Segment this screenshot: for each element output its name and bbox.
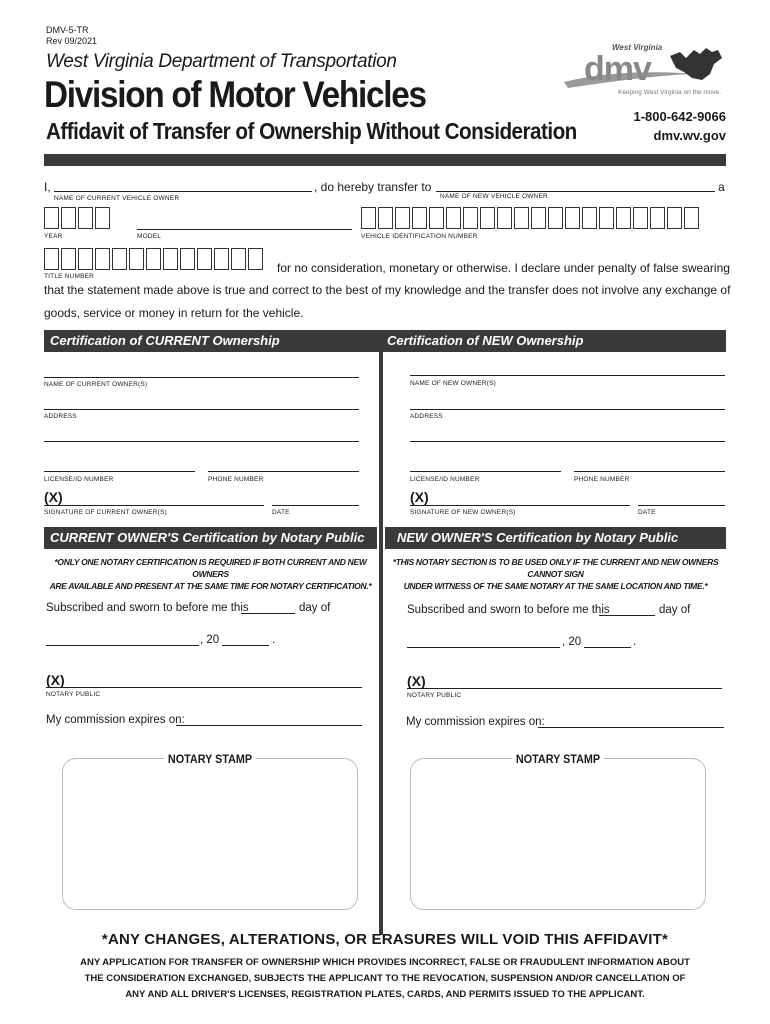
title-char-box[interactable] [180,248,195,270]
vin-char-box[interactable] [548,207,563,229]
new-subscribed-text: Subscribed and sworn to before me this [407,604,610,616]
current-notary-bar [44,527,377,549]
year-digit-box[interactable] [44,207,59,229]
fraud-warning-line-3: ANY AND ALL DRIVER'S LICENSES, REGISTRATION PLATES, CARDS, AND PERMITS ISSUED TO THE APPLICANT. [125,989,645,1000]
current-x-mark: (X) [44,489,63,505]
new-notary-bar [385,527,726,549]
new-date-line[interactable] [638,505,725,506]
year-field[interactable] [44,207,110,229]
new-phone-line[interactable] [574,471,725,472]
current-notary-label: NOTARY PUBLIC [46,691,101,698]
vin-label: VEHICLE IDENTIFICATION NUMBER [361,233,478,240]
current-owner-name-line[interactable] [44,377,359,378]
new-date-label: DATE [638,509,656,516]
consideration-text: for no consideration, monetary or otherwise. I declare under penalty of false swearing [277,261,730,275]
logo-tagline: Keeping West Virginia on the move. [618,89,722,96]
current-owner-label: NAME OF CURRENT VEHICLE OWNER [54,195,180,202]
void-notice: *ANY CHANGES, ALTERATIONS, OR ERASURES WILL VOID THIS AFFIDAVIT* [101,931,669,948]
vin-field[interactable] [361,207,699,229]
current-commission-text: My commission expires on: [46,714,185,726]
new-signature-label: SIGNATURE OF NEW OWNER(S) [410,509,516,516]
vin-char-box[interactable] [582,207,597,229]
fraud-warning-line-2: THE CONSIDERATION EXCHANGED, SUBJECTS THE APPLICANT TO THE REVOCATION, SUSPENSION AND/OR CANCELLATION OF [84,973,686,984]
form-number: DMV-5-TR [46,25,89,35]
new-notary-stamp-label [425,752,691,766]
title-char-box[interactable] [214,248,229,270]
certification-bar [44,330,726,352]
current-cert-title: Certification of CURRENT Ownership [50,333,280,348]
current-commission-field[interactable] [176,725,362,726]
current-notary-stamp-area[interactable] [62,758,358,910]
new-notary-note [385,556,726,592]
new-commission-text: My commission expires on: [406,716,545,728]
year-digit-box[interactable] [95,207,110,229]
fraud-warning [40,955,730,1003]
new-notary-note-line-2: UNDER WITNESS OF THE SAME NOTARY AT THE SAME LOCATION AND TIME.* [403,581,708,591]
i-label: I, [44,180,51,194]
header-bar [44,154,726,166]
current-year-prefix: , 20 [200,634,220,646]
new-notary-stamp-area[interactable] [410,758,706,910]
current-day-field[interactable] [241,613,295,614]
statement-line-3: goods, service or money in return for the vehicle. [44,306,304,320]
title-char-box[interactable] [129,248,144,270]
current-date-label: DATE [272,509,290,516]
current-month-field[interactable] [46,645,199,646]
transfer-text: , do hereby transfer to [314,180,432,194]
new-notary-x: (X) [407,673,426,689]
title-char-box[interactable] [248,248,263,270]
department-name: West Virginia Department of Transportation [46,51,397,72]
title-char-box[interactable] [112,248,127,270]
vin-char-box[interactable] [497,207,512,229]
vin-char-box[interactable] [412,207,427,229]
logo-dmv: dmv [584,50,651,88]
vin-char-box[interactable] [463,207,478,229]
current-phone-line[interactable] [208,471,359,472]
statement-line-2: that the statement made above is true and correct to the best of my knowledge and the transfer does not involve any exchange of [44,283,731,297]
current-address-line-2[interactable] [44,441,359,442]
vin-char-box[interactable] [650,207,665,229]
current-owner-name-field[interactable] [54,191,312,192]
current-period: . [272,634,276,646]
form-revision: Rev 09/2021 [46,36,98,46]
current-address-line-1[interactable] [44,409,359,410]
new-notary-title-emph: NEW OWNER'S [397,530,493,545]
current-stamp-text: NOTARY STAMP [164,752,255,766]
new-month-field[interactable] [407,647,560,648]
new-notary-label: NOTARY PUBLIC [407,692,462,699]
title-char-box[interactable] [197,248,212,270]
new-year-prefix: , 20 [562,636,582,648]
current-date-line[interactable] [272,505,359,506]
a-label: a [718,180,725,194]
new-address-line-1[interactable] [410,409,725,410]
current-day-of: day of [299,602,331,614]
vin-char-box[interactable] [480,207,495,229]
current-notary-x: (X) [46,672,65,688]
title-char-box[interactable] [61,248,76,270]
vin-char-box[interactable] [378,207,393,229]
new-address-line-2[interactable] [410,441,725,442]
vin-char-box[interactable] [667,207,682,229]
new-address-label: ADDRESS [410,413,443,420]
current-notary-title-emph: CURRENT OWNER'S [50,530,179,545]
current-notary-title-rest: Certification by Notary Public [182,530,365,545]
dmv-website[interactable]: dmv.wv.gov [653,128,726,143]
new-day-of: day of [659,604,691,616]
vin-char-box[interactable] [633,207,648,229]
new-owner-name-line[interactable] [410,375,725,376]
current-address-label: ADDRESS [44,413,77,420]
model-label: MODEL [137,233,162,240]
current-signature-label: SIGNATURE OF CURRENT OWNER(S) [44,509,167,516]
model-field[interactable] [137,229,352,230]
new-owner-name-label: NAME OF NEW OWNER(S) [410,380,496,387]
wv-state-shape-icon [670,48,722,80]
vin-char-box[interactable] [616,207,631,229]
vin-char-box[interactable] [361,207,376,229]
vin-char-box[interactable] [446,207,461,229]
new-stamp-text: NOTARY STAMP [512,752,603,766]
current-notary-note-line-1: *ONLY ONE NOTARY CERTIFICATION IS REQUIRED IF BOTH CURRENT AND NEW OWNERS [54,557,367,579]
vin-char-box[interactable] [429,207,444,229]
new-signature-line[interactable] [410,505,630,506]
new-phone-label: PHONE NUMBER [574,476,630,483]
current-phone-label: PHONE NUMBER [208,476,264,483]
vin-char-box[interactable] [565,207,580,229]
current-license-line[interactable] [44,471,195,472]
new-owner-label: NAME OF NEW VEHICLE OWNER [440,193,548,200]
year-label: YEAR [44,233,63,240]
fraud-warning-line-1: ANY APPLICATION FOR TRANSFER OF OWNERSHIP WHICH PROVIDES INCORRECT, FALSE OR FRAUDULENT INFORMATION ABOUT [80,957,690,968]
vin-char-box[interactable] [514,207,529,229]
form-title: Affidavit of Transfer of Ownership Without Consideration [46,118,577,144]
year-digit-box[interactable] [78,207,93,229]
new-notary-note-line-1: *THIS NOTARY SECTION IS TO BE USED ONLY IF THE CURRENT AND NEW OWNERS CANNOT SIGN [392,557,719,579]
current-year-field[interactable] [222,645,269,646]
current-notary-note [44,556,377,592]
title-char-box[interactable] [163,248,178,270]
division-name: Division of Motor Vehicles [44,74,426,115]
title-char-box[interactable] [44,248,59,270]
current-license-label: LICENSE/ID NUMBER [44,476,114,483]
form-number-block [46,25,97,47]
new-x-mark: (X) [410,489,429,505]
current-notary-note-line-2: ARE AVAILABLE AND PRESENT AT THE SAME TIME FOR NOTARY CERTIFICATION.* [49,581,372,591]
new-license-label: LICENSE/ID NUMBER [410,476,480,483]
new-period: . [633,636,637,648]
wv-dmv-logo [560,38,730,100]
title-char-box[interactable] [95,248,110,270]
current-subscribed-text: Subscribed and sworn to before me this [46,602,249,614]
new-cert-title: Certification of NEW Ownership [387,333,584,348]
current-notary-stamp-label [77,752,343,766]
title-char-box[interactable] [146,248,161,270]
current-notary-signature-line[interactable] [46,687,362,688]
current-signature-line[interactable] [44,505,264,506]
title-char-box[interactable] [231,248,246,270]
title-number-field[interactable] [44,248,263,270]
title-char-box[interactable] [78,248,93,270]
logo-graphic [560,38,730,100]
logo-state: West Virginia [612,43,663,52]
vin-char-box[interactable] [599,207,614,229]
new-owner-name-field[interactable] [436,191,715,192]
new-day-field[interactable] [599,615,655,616]
dmv-phone: 1-800-642-9066 [633,109,726,124]
vin-char-box[interactable] [395,207,410,229]
new-license-line[interactable] [410,471,561,472]
column-divider [379,352,383,935]
new-notary-title-rest: Certification by Notary Public [496,530,679,545]
vin-char-box[interactable] [684,207,699,229]
vin-char-box[interactable] [531,207,546,229]
new-year-field[interactable] [584,647,631,648]
title-number-label: TITLE NUMBER [44,273,95,280]
year-digit-box[interactable] [61,207,76,229]
new-notary-signature-line[interactable] [407,688,722,689]
new-commission-field[interactable] [538,727,724,728]
current-owner-name-label: NAME OF CURRENT OWNER(S) [44,381,148,388]
